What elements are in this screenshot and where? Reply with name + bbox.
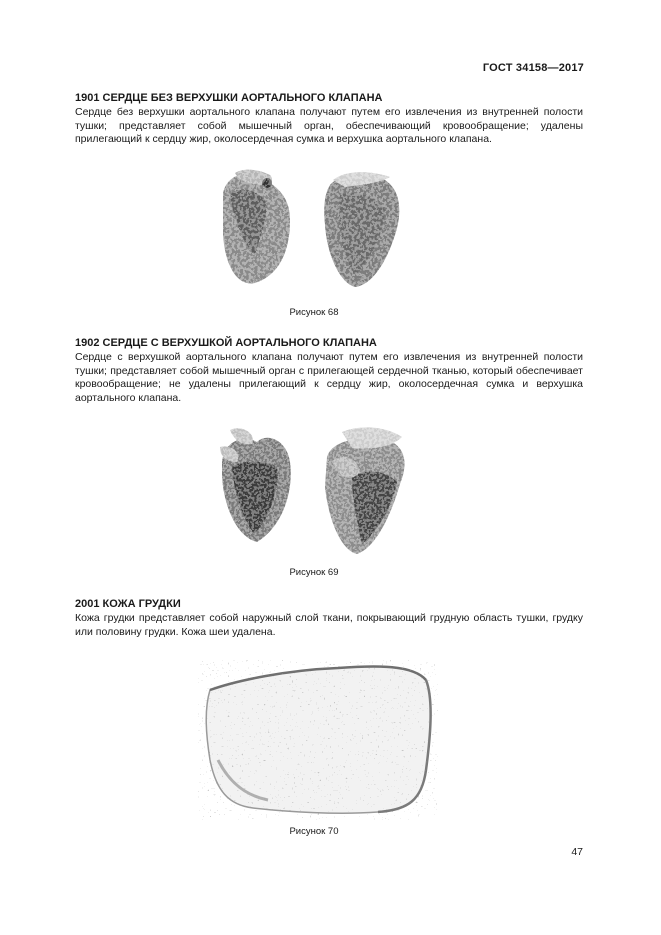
figure-68-image <box>215 165 415 290</box>
figure-70-caption: Рисунок 70 <box>289 826 339 837</box>
section-paragraph-1902: Сердце с верхушкой аортального клапана получают путем его извлечения из внутренней полости тушки; представляет собой мышечный орган с прилегающей сердечной тканью, который обеспечивает кровообращение; не удалены прилегающий к сердцу жир, околосердечная сумка и верхушка аортального клапана. <box>75 351 583 404</box>
section-heading-1901: 1901 СЕРДЦЕ БЕЗ ВЕРХУШКИ АОРТАЛЬНОГО КЛАПАНА <box>75 92 383 104</box>
section-heading-1902: 1902 СЕРДЦЕ С ВЕРХУШКОЙ АОРТАЛЬНОГО КЛАПАНА <box>75 337 377 349</box>
figure-68-caption: Рисунок 68 <box>289 307 339 318</box>
section-heading-2001: 2001 КОЖА ГРУДКИ <box>75 598 181 610</box>
section-paragraph-2001: Кожа грудки представляет собой наружный слой ткани, покрывающий грудную область тушки, грудку или половину грудки. Кожа шеи удалена. <box>75 612 583 638</box>
figure-69-caption-text: Рисунок 69 <box>289 567 339 578</box>
page-number: 47 <box>571 846 583 858</box>
figure-70-image <box>198 660 438 820</box>
standard-number: ГОСТ 34158—2017 <box>482 62 584 74</box>
figure-69-image <box>212 422 422 557</box>
section-paragraph-1901: Сердце без верхушки аортального клапана получают путем его извлечения из внутренней полости тушки; представляет собой мышечный орган, обеспечивающий кровообращение; удалены прилегающий к сердцу жир, околосердечная сумка и верхушка аортального клапана. <box>75 106 583 146</box>
